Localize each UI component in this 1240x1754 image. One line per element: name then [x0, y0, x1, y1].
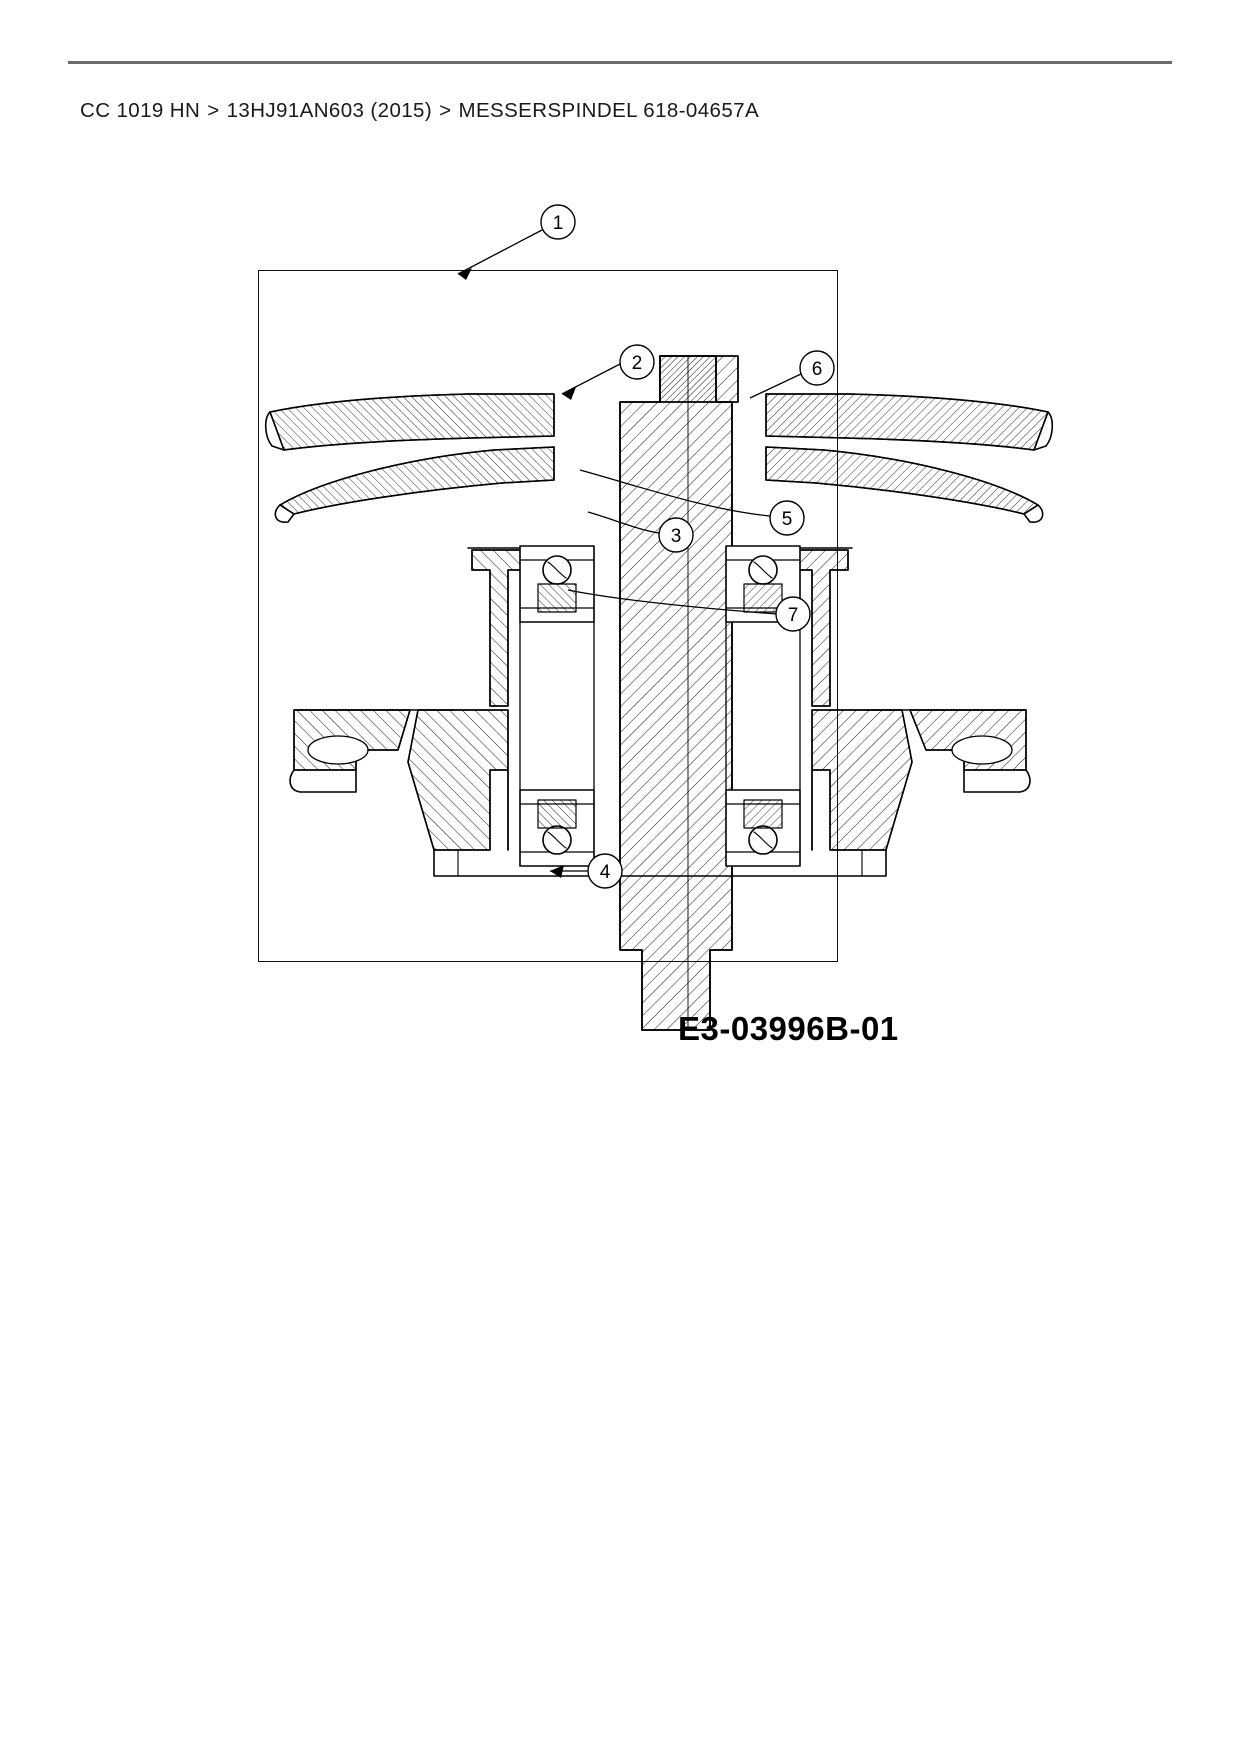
svg-text:3: 3 — [670, 526, 682, 547]
breadcrumb-item-model[interactable]: CC 1019 HN — [80, 99, 201, 122]
header-divider — [68, 61, 1172, 64]
breadcrumb-item-assembly[interactable]: MESSERSPINDEL 618-04657A — [458, 99, 760, 122]
svg-text:2: 2 — [631, 353, 643, 374]
breadcrumb-separator: > — [439, 99, 452, 122]
drawing-number: E3-03996B-01 — [678, 1010, 899, 1047]
callout-1[interactable] — [458, 205, 575, 280]
svg-text:7: 7 — [787, 605, 799, 626]
spindle-cross-section-drawing — [258, 150, 978, 1070]
callout-2[interactable] — [562, 345, 654, 400]
callout-6[interactable] — [750, 351, 834, 398]
svg-text:6: 6 — [811, 359, 823, 380]
svg-text:4: 4 — [599, 862, 611, 883]
svg-text:1: 1 — [552, 213, 564, 234]
svg-text:5: 5 — [781, 509, 793, 530]
breadcrumb-separator: > — [207, 99, 220, 122]
breadcrumb — [80, 99, 759, 123]
parts-diagram — [258, 150, 978, 1070]
breadcrumb-item-serial[interactable]: 13HJ91AN603 (2015) — [226, 99, 433, 122]
